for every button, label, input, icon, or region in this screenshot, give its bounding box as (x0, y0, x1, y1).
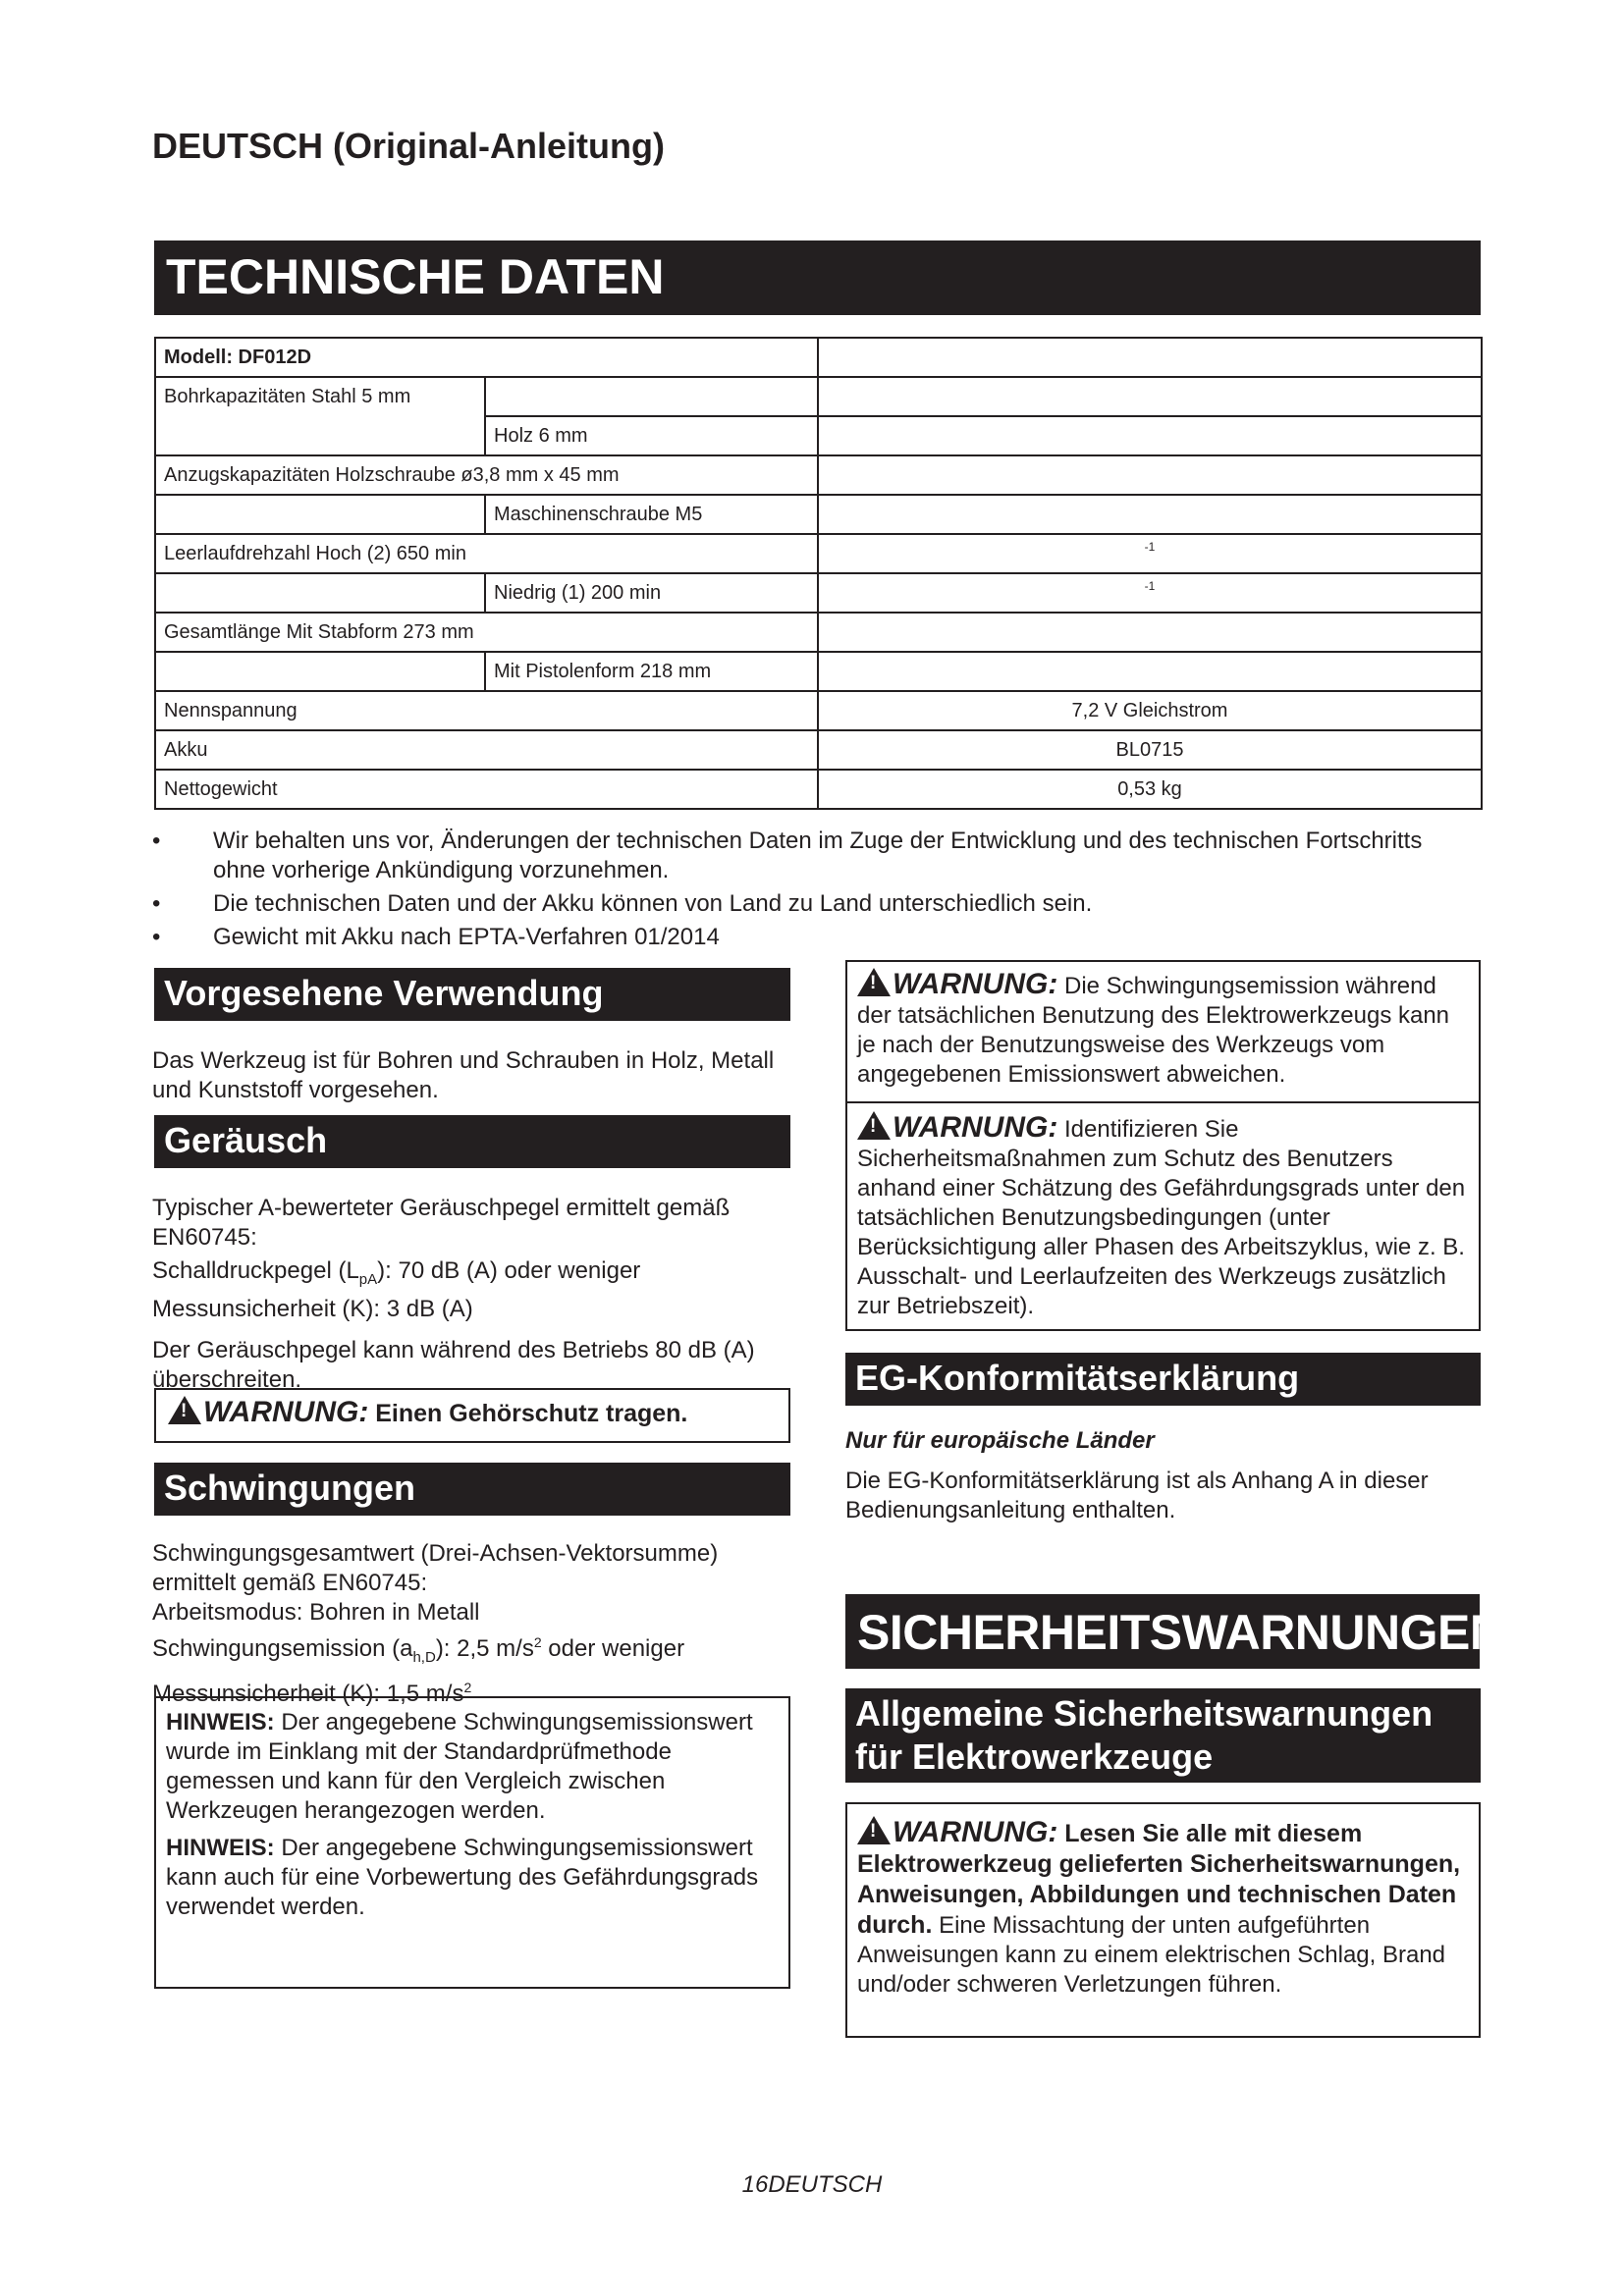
intended-use-text: Das Werkzeug ist für Bohren und Schrauben in Holz, Metall und Kunststoff vorgesehen. (152, 1047, 775, 1103)
spec-cell: Maschinenschraube M5 (485, 495, 818, 534)
ec-declaration-heading: EG-Konformitätserklärung (845, 1353, 1481, 1406)
spec-notes-list (152, 827, 1429, 952)
empty-cell (818, 652, 1482, 691)
model-cell: Modell: DF012D (155, 338, 818, 377)
table-row (155, 534, 1482, 573)
note-label: HINWEIS: (166, 1835, 275, 1861)
ec-subtitle: Nur für europäische Länder (845, 1427, 1155, 1454)
warning-label: WARNUNG: (893, 968, 1058, 1000)
empty-cell (818, 377, 1482, 416)
noise-heading: Geräusch (154, 1115, 790, 1168)
spec-value: BL0715 (818, 730, 1482, 770)
footer-language: DEUTSCH (768, 2171, 883, 2198)
safety-warnings-heading: SICHERHEITSWARNUNGEN (845, 1594, 1480, 1669)
spec-value: 0,53 kg (818, 770, 1482, 809)
empty-cell (818, 455, 1482, 495)
table-row (155, 416, 1482, 455)
bullet-symbol: • (152, 890, 161, 917)
noise-section (152, 1194, 790, 1395)
empty-cell (818, 613, 1482, 652)
empty-cell (155, 416, 485, 455)
table-row (155, 377, 1482, 416)
spec-cell: Anzugskapazitäten Holzschraube ø3,8 mm x 45 mm (155, 455, 818, 495)
specifications-heading: TECHNISCHE DATEN (154, 240, 1481, 315)
text-span: Schalldruckpegel (L (152, 1257, 359, 1284)
note-text: Die technischen Daten und der Akku können von Land zu Land unterschiedlich sein. (213, 890, 1093, 917)
ec-text: Die EG-Konformitätserklärung ist als Anhang A in dieser Bedienungsanleitung enthalten. (845, 1468, 1429, 1523)
text-span: ): 70 dB (A) oder weniger (377, 1257, 641, 1284)
warning-text: Identifizieren Sie Sicherheitsmaßnahmen zum Schutz des Benutzers anhand einer Schätzung des Gefährdungsgrads unter den tatsächlichen Benutzungsbedingungen (unter Berücksichtigung aller Phasen des Arbeitszyklus, wie z. B. Ausschalt- und Leerlaufzeiten des Werkzeugs zusätzlich zur Betriebszeit). (857, 1116, 1466, 1319)
intended-use-heading: Vorgesehene Verwendung (154, 968, 790, 1021)
vibration-paragraph: Arbeitsmodus: Bohren in Metall (152, 1599, 480, 1626)
vibration-emission-line (152, 1628, 790, 1673)
spec-cell: Holz 6 mm (485, 416, 818, 455)
warning-text: Die Schwingungsemission während der tatsächlichen Benutzung des Elektrowerkzeugs kann je nach der Benutzungsweise des Werkzeugs vom angegebenen Emissionswert abweichen. (857, 973, 1450, 1088)
spec-cell: Mit Pistolenform 218 mm (485, 652, 818, 691)
note (166, 1834, 777, 1922)
warning-triangle-icon (857, 968, 891, 996)
warning-bold-text: Lesen Sie alle mit diesem Elektrowerkzeug gelieferten Sicherheitswarnungen, Anweisungen, Abbildungen und technischen Daten durch. (857, 1820, 1461, 1939)
text-span: Schwingungsemission (a (152, 1635, 413, 1662)
warning-triangle-icon (857, 1111, 891, 1140)
warning-triangle-icon (857, 1816, 891, 1844)
specifications-table (154, 337, 1483, 810)
empty-cell (818, 416, 1482, 455)
list-item (152, 923, 1429, 952)
list-item (152, 827, 1429, 885)
empty-cell (155, 652, 485, 691)
list-item (152, 889, 1429, 919)
note (166, 1708, 777, 1826)
value-cell (818, 573, 1482, 613)
value-cell (818, 534, 1482, 573)
table-row (155, 455, 1482, 495)
table-row (155, 691, 1482, 730)
text-span: oder weniger (541, 1635, 685, 1662)
text-span: Messunsicherheit (K): 1,5 m/s (152, 1680, 464, 1707)
subscript: h,D (412, 1648, 436, 1666)
bullet-symbol: • (152, 828, 161, 854)
noise-uncertainty: Messunsicherheit (K): 3 dB (A) (152, 1295, 473, 1322)
note-label: HINWEIS: (166, 1709, 275, 1735)
warning-label: WARNUNG: (893, 1816, 1058, 1848)
warning-triangle-icon (168, 1396, 201, 1424)
note-text: Wir behalten uns vor, Änderungen der technischen Daten im Zuge der Entwicklung und des technischen Fortschritts ohne vorherige Ankündigung vorzunehmen. (213, 828, 1423, 883)
table-row (155, 338, 1482, 377)
table-row (155, 730, 1482, 770)
document-language-heading: DEUTSCH (Original-Anleitung) (152, 126, 665, 166)
table-row (155, 652, 1482, 691)
safety-warning-box (845, 1802, 1481, 2038)
table-row (155, 770, 1482, 809)
page-footer (0, 2171, 1624, 2199)
empty-cell (818, 338, 1482, 377)
vibration-warning-box-2 (845, 1103, 1481, 1331)
note-text: Der angegebene Schwingungsemissionswert wurde im Einklang mit der Standardprüfmethode gemessen und kann für den Vergleich zwischen Werkzeugen herangezogen werden. (166, 1709, 753, 1824)
subscript: pA (358, 1270, 378, 1288)
noise-paragraph: Der Geräuschpegel kann während des Betriebs 80 dB (A) überschreiten. (152, 1336, 755, 1393)
general-safety-heading: Allgemeine Sicherheitswarnungen für Elektrowerkzeuge (845, 1688, 1481, 1783)
superscript-exponent: -1 (1144, 579, 1156, 593)
superscript-exponent: -1 (1144, 540, 1156, 554)
spec-cell: Bohrkapazitäten Stahl 5 mm (155, 377, 485, 416)
warning-label: WARNUNG: (203, 1396, 369, 1428)
warning-label: WARNUNG: (893, 1111, 1058, 1144)
warning-text: Eine Missachtung der unten aufgeführten Anweisungen kann zu einem elektrischen Schlag, Brand und/oder schweren Verletzungen führen. (857, 1912, 1446, 1998)
text-span: ): 2,5 m/s (435, 1635, 534, 1662)
spec-cell: Niedrig (1) 200 min (485, 573, 818, 613)
noise-paragraph: Typischer A-bewerteter Geräuschpegel ermittelt gemäß EN60745: (152, 1195, 731, 1251)
vibration-heading: Schwingungen (154, 1463, 790, 1516)
empty-cell (818, 495, 1482, 534)
table-row (155, 573, 1482, 613)
page-number: 16 (741, 2171, 769, 2198)
table-row (155, 613, 1482, 652)
note-text: Der angegebene Schwingungsemissionswert kann auch für eine Vorbewertung des Gefährdungsgrads verwendet werden. (166, 1835, 759, 1920)
superscript: 2 (533, 1634, 542, 1650)
spec-label: Nennspannung (155, 691, 818, 730)
empty-cell (485, 377, 818, 416)
vibration-paragraph: Schwingungsgesamtwert (Drei-Achsen-Vektorsumme) ermittelt gemäß EN60745: (152, 1540, 719, 1596)
empty-cell (155, 495, 485, 534)
table-row (155, 495, 1482, 534)
vibration-notes-box (154, 1696, 790, 1989)
hearing-warning-box (154, 1388, 790, 1443)
bullet-symbol: • (152, 924, 161, 950)
spec-cell: Gesamtlänge Mit Stabform 273 mm (155, 613, 818, 652)
warning-text: Einen Gehörschutz tragen. (368, 1400, 688, 1427)
spec-value: 7,2 V Gleichstrom (818, 691, 1482, 730)
vibration-section (152, 1539, 790, 1709)
note-text: Gewicht mit Akku nach EPTA-Verfahren 01/2014 (213, 924, 720, 950)
vibration-warning-box-1 (845, 960, 1481, 1103)
empty-cell (155, 573, 485, 613)
spec-cell: Leerlaufdrehzahl Hoch (2) 650 min (155, 534, 818, 573)
spec-label: Nettogewicht (155, 770, 818, 809)
sound-pressure-line (152, 1256, 790, 1295)
spec-label: Akku (155, 730, 818, 770)
superscript: 2 (463, 1679, 472, 1695)
